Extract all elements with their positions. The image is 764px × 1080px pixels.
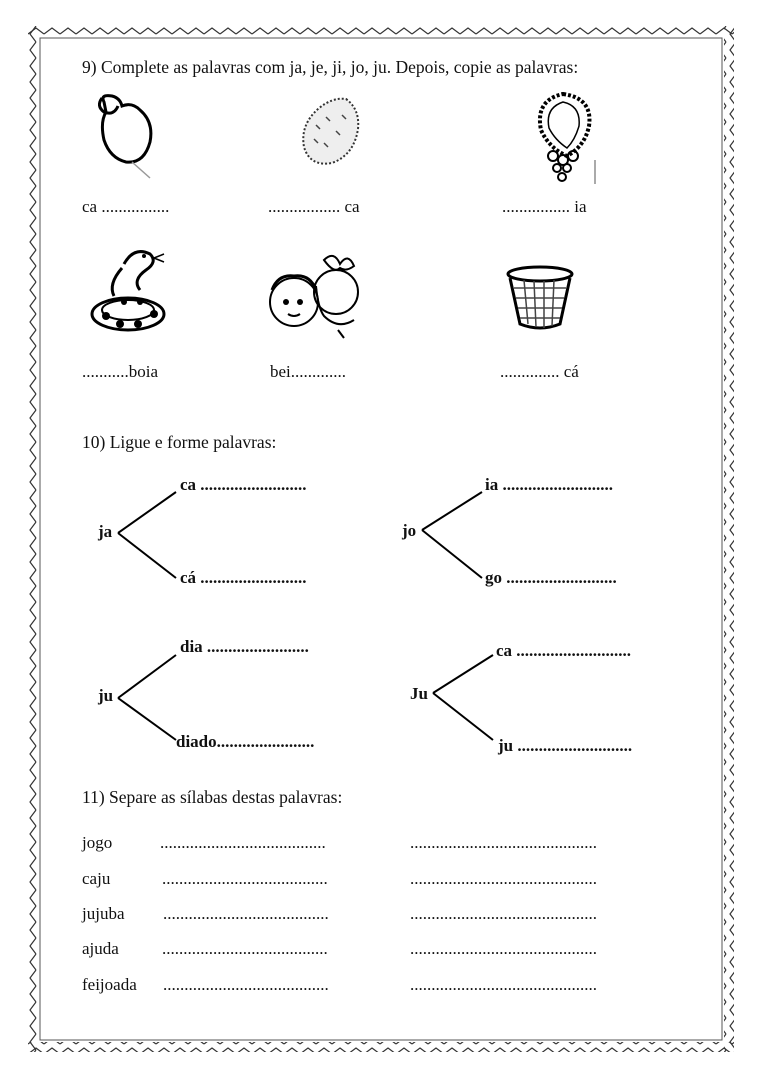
branch-jo-top: ia .......................... — [485, 475, 613, 494]
syllable-word-feijoada: feijoada — [82, 975, 137, 994]
branch-Ju-top: ca ........................... — [496, 641, 632, 660]
fill-word-6: .............. cá — [500, 362, 579, 381]
syllable-word-caju: caju — [82, 869, 111, 888]
syllable-root-ja: ja — [98, 522, 113, 541]
answer-line: ....................................... — [162, 869, 328, 888]
answer-line: ............................................ — [410, 833, 597, 852]
branch-ju-bottom: diado....................... — [176, 732, 315, 751]
syllable-word-jujuba: jujuba — [82, 904, 125, 923]
syllable-root-Ju: Ju — [410, 684, 428, 703]
answer-line: ....................................... — [160, 833, 326, 852]
question-9-title: 9) Complete as palavras com ja, je, ji, jo, ju. Depois, copie as palavras: — [82, 57, 579, 77]
syllable-word-ajuda: ajuda — [82, 939, 119, 958]
answer-line: ............................................ — [410, 975, 597, 994]
branch-ju-top: dia ........................ — [180, 637, 309, 656]
syllable-word-jogo: jogo — [82, 833, 113, 852]
fill-word-2: ................. ca — [268, 197, 360, 216]
question-10-title: 10) Ligue e forme palavras: — [82, 432, 277, 452]
branch-Ju-bottom: ju ........................... — [498, 736, 633, 755]
answer-line: ............................................ — [410, 904, 597, 923]
syllable-root-ju: ju — [98, 686, 114, 705]
answer-line: ....................................... — [162, 939, 328, 958]
answer-line: ....................................... — [163, 904, 329, 923]
answer-line: ............................................ — [410, 939, 597, 958]
fill-word-3: ................ ia — [502, 197, 587, 216]
fill-word-1: ca ................ — [82, 197, 170, 216]
answer-line: ............................................ — [410, 869, 597, 888]
fill-word-5: bei............. — [270, 362, 347, 381]
question-11-title: 11) Separe as sílabas destas palavras: — [82, 787, 343, 807]
branch-jo-bottom: go .......................... — [485, 568, 617, 587]
branch-ja-bottom: cá ......................... — [180, 568, 307, 587]
fill-word-4: ...........boia — [82, 362, 159, 381]
answer-line: ....................................... — [163, 975, 329, 994]
syllable-root-jo: jo — [402, 521, 417, 540]
branch-ja-top: ca ......................... — [180, 475, 307, 494]
